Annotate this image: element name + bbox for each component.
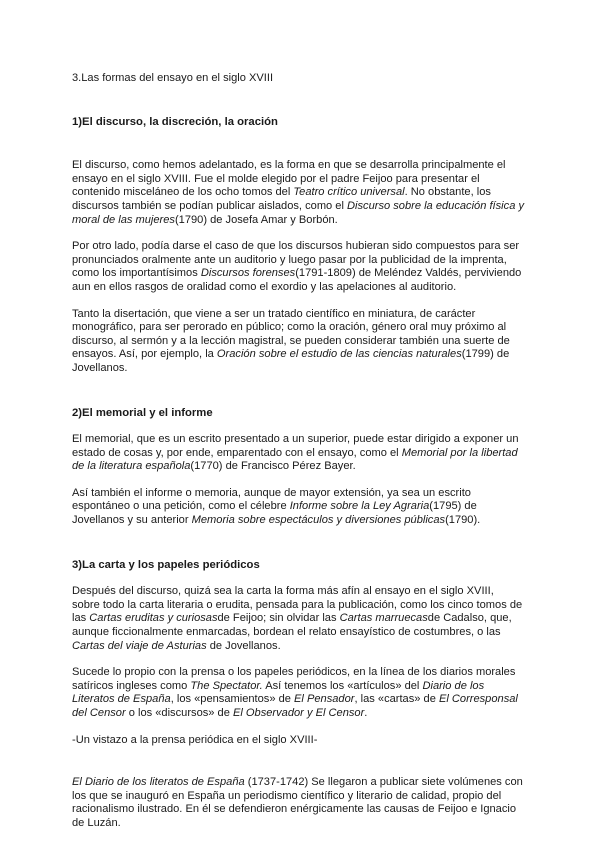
spacer [72,760,524,776]
section-heading-memorial: 2)El memorial y el informe [72,406,213,419]
spacer [72,389,524,407]
section-heading-discurso: 1)El discurso, la discreción, la oración [72,115,278,128]
paragraph-memorial-2: Así también el informe o memoria, aunque de mayor extensión, ya sea un escrito espontáneo o una petición, como el célebre Informe sobre la Ley Agraria(1795) de Jovellanos y su anterior Memoria sobre espectáculos y diversiones públicas(1790). [72,486,481,527]
paragraph-diario-literatos: El Diario de los literatos de España (1737-1742) Se llegaron a publicar siete volúmenes con los que se inauguró en España un periodismo científico y literario de calidad, propio del racionalismo ilustrado. En él se defendieron enérgicamente las causas de Feijoo e Ignacio de Luzán. [72,776,523,829]
section-heading-carta: 3)La carta y los papeles periódicos [72,558,260,571]
paragraph-discurso-3: Tanto la disertación, que viene a ser un tratado científico en miniatura, de carácter monográfico, para ser perorado en público; como la oración, género oral muy próximo al discurso, al sermón y a la lección magistral, se pueden considerar también una suerte de ensayos. Así, por ejemplo, la Oración sobre el estudio de las ciencias naturales(1799) de Jovellanos. [72,307,510,374]
spacer [72,541,524,559]
document-title: 3.Las formas del ensayo en el siglo XVIII [72,72,274,84]
paragraph-carta-1: Después del discurso, quizá sea la carta la forma más afín al ensayo en el siglo XVIII, sobre todo la carta literaria o erudita, pensada para la publicación, como los cinco tomos de las Cartas eruditas y curiosasde Feijoo; sin olvidar las Cartas marruecasde Cadalso, que, aunque ficcionalmente enmarcadas, bordean el relato ensayístico de costumbres, o las Cartas del viaje de Asturias de Jovellanos. [72,585,523,652]
paragraph-prensa-subtitle: -Un vistazo a la prensa periódica en el siglo XVIII- [72,733,318,746]
paragraph-discurso-2: Por otro lado, podía darse el caso de que los discursos hubieran sido compuestos para ser pronunciados oralmente ante un auditorio y luego pasar por la publicidad de la imprenta, como los importantísimos Discursos forenses(1791-1809) de Meléndez Valdés, perviviendo aun en ellos rasgos de oralidad como el exordio y las apelaciones al auditorio. [72,240,522,293]
paragraph-discurso-1: El discurso, como hemos adelantado, es la forma en que se desarrolla principalmente el ensayo en el siglo XVIII. Fue el molde elegido por el padre Feijoo para presentar el contenido misceláneo de los ocho tomos del Teatro crítico universal. No obstante, los discursos también se podían publicar aislados, como el Discurso sobre la educación física y moral de las mujeres(1790) de Josefa Amar y Borbón. [72,159,524,226]
paragraph-carta-2: Sucede lo propio con la prensa o los papeles periódicos, en la línea de los diarios morales satíricos ingleses como The Spectator. Así tenemos los «artículos» del Diario de los Literatos de España, los «pensamientos» de El Pensador, las «cartas» de El Corresponsal del Censor o los «discursos» de El Observador y El Censor. [72,666,518,719]
paragraph-memorial-1: El memorial, que es un escrito presentado a un superior, puede estar dirigido a exponer un estado de cosas y, por ende, emparentado con el ensayo, como el Memorial por la libertad de la literatura española(1770) de Francisco Pérez Bayer. [72,433,519,473]
